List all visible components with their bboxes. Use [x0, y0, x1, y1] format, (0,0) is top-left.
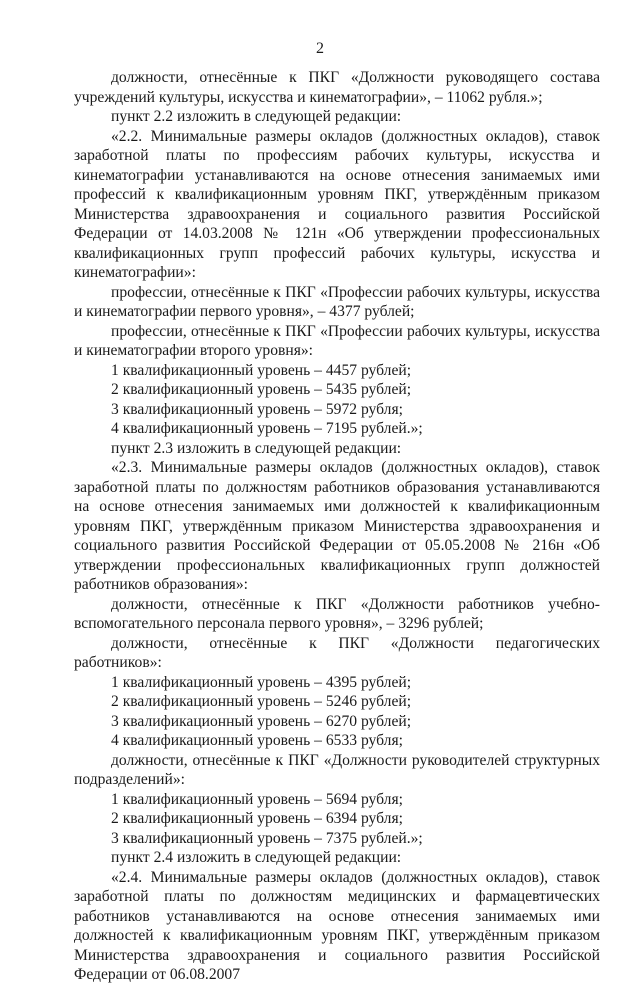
paragraph: 1 квалификационный уровень – 5694 рубля; [111, 790, 403, 808]
paragraph: «2.4. Минимальные размеры окладов (должностных окладов), ставок заработной платы по должностям медицинских и фармацевтических работников устанавливаются на основе отнесения занимаемых ими должностей к квалификационным уровням ПКГ, утверждённым приказом Министерства здравоохранения и социального развития Российской Федерации от 06.08.2007 [74, 868, 600, 983]
paragraph: 4 квалификационный уровень – 6533 рубля; [111, 732, 403, 749]
document-body [74, 68, 600, 985]
paragraph: 2 квалификационный уровень – 5435 рублей; [111, 381, 412, 398]
paragraph: пункт 2.3 изложить в следующей редакции: [111, 439, 402, 457]
paragraph: пункт 2.2 изложить в следующей редакции: [111, 108, 402, 125]
paragraph: профессии, отнесённые к ПКГ «Профессии рабочих культуры, искусства и кинематографии первого уровня», – 4377 рублей; [74, 283, 600, 320]
paragraph: пункт 2.4 изложить в следующей редакции: [111, 849, 402, 866]
paragraph: должности, отнесённые к ПКГ «Должности работников учебно-вспомогательного персонала первого уровня», – 3296 рублей; [74, 595, 600, 632]
paragraph: 4 квалификационный уровень – 7195 рублей.»; [111, 420, 423, 437]
paragraph: «2.2. Минимальные размеры окладов (должностных окладов), ставок заработной платы по профессиям рабочих культуры, искусства и кинематографии устанавливаются на основе отнесения занимаемых ими профессий к квалификационным уровням ПКГ, утверждённым приказом Министерства здравоохранения и социального развития Российской Федерации от 14.03.2008 № 121н «Об утверждении профессиональных квалификационных групп профессий рабочих культуры, искусства и кинематографии»: [74, 127, 600, 281]
paragraph: 2 квалификационный уровень – 5246 рублей; [111, 693, 412, 710]
paragraph: «2.3. Минимальные размеры окладов (должностных окладов), ставок заработной платы по должностям работников образования устанавливаются на основе отнесения занимаемых ими должностей к квалификационным уровням ПКГ, утверждённым приказом Министерства здравоохранения и социального развития Российской Федерации от 05.05.2008 № 216н «Об утверждении профессиональных квалификационных групп должностей работников образования»: [74, 459, 600, 593]
paragraph: должности, отнесённые к ПКГ «Должности педагогических работников»: [74, 634, 600, 671]
paragraph: 1 квалификационный уровень – 4457 рублей; [111, 361, 412, 379]
paragraph: 3 квалификационный уровень – 6270 рублей; [111, 712, 412, 730]
paragraph: должности, отнесённые к ПКГ «Должности руководящего состава учреждений культуры, искусства и кинематографии», – 11062 рубля.»; [74, 69, 600, 106]
paragraph: 3 квалификационный уровень – 7375 рублей.»; [111, 829, 423, 847]
paragraph: 2 квалификационный уровень – 6394 рубля; [111, 810, 403, 827]
paragraph: должности, отнесённые к ПКГ «Должности руководителей структурных подразделений»: [74, 751, 600, 788]
page-number: 2 [316, 40, 324, 57]
paragraph: профессии, отнесённые к ПКГ «Профессии рабочих культуры, искусства и кинематографии второго уровня»: [74, 322, 600, 359]
paragraph: 3 квалификационный уровень – 5972 рубля; [111, 400, 403, 418]
paragraph: 1 квалификационный уровень – 4395 рублей; [111, 673, 412, 691]
